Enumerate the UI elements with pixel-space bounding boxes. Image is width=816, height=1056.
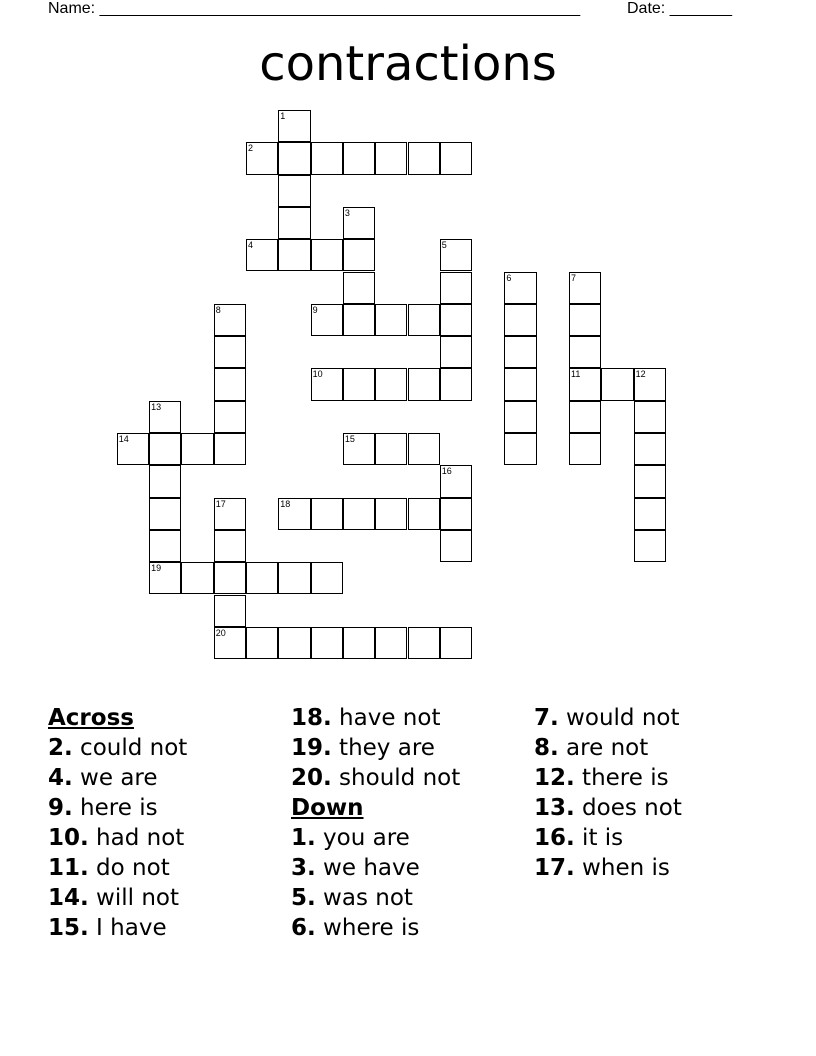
clue-number: 7 [571, 272, 577, 283]
grid-cell[interactable] [440, 272, 472, 304]
grid-cell-7[interactable] [569, 272, 601, 304]
grid-cell[interactable] [408, 627, 440, 659]
clue-number: 6 [506, 272, 512, 283]
clue-number: 3 [344, 207, 350, 218]
clue-item-text: there is [574, 765, 669, 791]
clue-item [48, 823, 288, 853]
grid-cell[interactable] [214, 433, 246, 465]
grid-cell[interactable] [278, 627, 310, 659]
grid-cell-17[interactable] [214, 498, 246, 530]
grid-cell[interactable] [408, 433, 440, 465]
grid-cell-3[interactable] [343, 207, 375, 239]
grid-cell-13[interactable] [149, 401, 181, 433]
grid-cell[interactable] [375, 142, 407, 174]
clue-item [48, 733, 288, 763]
grid-cell[interactable] [246, 627, 278, 659]
clue-item [534, 823, 774, 853]
clue-item-text: are not [558, 735, 649, 761]
grid-cell-11[interactable] [569, 368, 601, 400]
grid-cell[interactable] [408, 498, 440, 530]
clue-number: 14 [118, 434, 129, 444]
grid-cell[interactable] [440, 627, 472, 659]
grid-cell[interactable] [375, 433, 407, 465]
grid-cell-5[interactable] [440, 239, 472, 271]
clue-column-1 [48, 703, 288, 943]
grid-cell-4[interactable] [246, 239, 278, 271]
grid-cell[interactable] [343, 272, 375, 304]
grid-cell[interactable] [569, 401, 601, 433]
grid-cell[interactable] [440, 142, 472, 174]
clue-item-text: it is [574, 825, 624, 851]
grid-cell[interactable] [214, 401, 246, 433]
grid-cell[interactable] [440, 498, 472, 530]
clue-item [291, 913, 531, 943]
clue-item-text: you are [315, 825, 410, 851]
clue-item-number: 16. [534, 825, 575, 851]
clue-number: 11 [571, 369, 581, 380]
clue-item-text: would not [558, 705, 680, 731]
grid-cell[interactable] [504, 304, 536, 336]
clue-number: 13 [151, 401, 162, 412]
grid-cell[interactable] [311, 627, 343, 659]
clue-item-number: 11. [48, 855, 89, 881]
grid-cell[interactable] [408, 368, 440, 400]
grid-cell-8[interactable] [214, 304, 246, 336]
grid-cell[interactable] [375, 304, 407, 336]
grid-cell[interactable] [343, 627, 375, 659]
grid-cell-9[interactable] [311, 304, 343, 336]
clue-item-text: they are [331, 735, 435, 761]
clue-item-number: 20. [291, 765, 332, 791]
grid-cell[interactable] [440, 368, 472, 400]
clue-item-number: 7. [534, 705, 559, 731]
grid-cell-14[interactable] [117, 433, 149, 465]
clue-item-number: 15. [48, 915, 89, 941]
clue-item-number: 6. [291, 915, 316, 941]
clue-item-number: 13. [534, 795, 575, 821]
grid-cell[interactable] [311, 562, 343, 594]
grid-cell[interactable] [343, 498, 375, 530]
grid-cell[interactable] [504, 336, 536, 368]
grid-cell[interactable] [278, 239, 310, 271]
clue-item-text: will not [88, 885, 180, 911]
grid-cell[interactable] [634, 401, 666, 433]
clue-number: 20 [215, 627, 226, 638]
clue-number: 2 [248, 143, 254, 154]
grid-cell[interactable] [149, 530, 181, 562]
across-heading: Across [48, 705, 134, 731]
page-title: contractions [259, 36, 557, 92]
grid-cell[interactable] [149, 465, 181, 497]
clue-item-text: was not [315, 885, 413, 911]
clue-number: 10 [312, 369, 323, 380]
clue-item-number: 8. [534, 735, 559, 761]
clue-number: 15 [344, 434, 355, 444]
grid-cell-19[interactable] [149, 562, 181, 594]
clue-item-text: have not [331, 705, 441, 731]
grid-cell[interactable] [311, 239, 343, 271]
clue-item-number: 4. [48, 765, 73, 791]
clue-number: 16 [441, 466, 452, 477]
grid-cell[interactable] [343, 239, 375, 271]
grid-cell[interactable] [440, 336, 472, 368]
clue-item [291, 733, 531, 763]
clue-item-number: 5. [291, 885, 316, 911]
clue-item-text: could not [72, 735, 188, 761]
clue-item-text: I have [88, 915, 167, 941]
grid-cell-1[interactable] [278, 110, 310, 142]
clue-item [291, 823, 531, 853]
grid-cell-15[interactable] [343, 433, 375, 465]
grid-cell[interactable] [440, 304, 472, 336]
clue-number: 17 [215, 498, 226, 509]
grid-cell[interactable] [569, 433, 601, 465]
grid-cell[interactable] [569, 304, 601, 336]
clue-number: 12 [635, 369, 646, 380]
clue-item [291, 703, 531, 733]
date-field-label: Date: _______ [627, 0, 732, 17]
clue-item [534, 793, 774, 823]
grid-cell[interactable] [278, 142, 310, 174]
grid-cell-2[interactable] [246, 142, 278, 174]
clue-column-3 [534, 703, 774, 883]
name-field-label: Name: ______________________________________________________ [48, 0, 581, 17]
grid-cell[interactable] [181, 433, 213, 465]
grid-cell[interactable] [634, 498, 666, 530]
clue-number: 5 [441, 240, 447, 251]
clue-number: 9 [312, 304, 318, 315]
clue-item-number: 19. [291, 735, 332, 761]
grid-cell[interactable] [311, 498, 343, 530]
clue-item-text: should not [331, 765, 461, 791]
clue-item [534, 703, 774, 733]
clue-item [534, 733, 774, 763]
clue-item [291, 883, 531, 913]
grid-cell[interactable] [408, 304, 440, 336]
clue-item-text: we have [315, 855, 420, 881]
clue-item-number: 9. [48, 795, 73, 821]
clue-item [534, 763, 774, 793]
grid-cell[interactable] [311, 142, 343, 174]
grid-cell[interactable] [440, 530, 472, 562]
clue-item-text: do not [88, 855, 170, 881]
grid-cell[interactable] [504, 401, 536, 433]
clue-item [48, 763, 288, 793]
grid-cell[interactable] [343, 304, 375, 336]
grid-cell-10[interactable] [311, 368, 343, 400]
clue-item-number: 2. [48, 735, 73, 761]
grid-cell[interactable] [214, 336, 246, 368]
grid-cell[interactable] [214, 595, 246, 627]
clue-item-text: does not [574, 795, 682, 821]
grid-cell[interactable] [343, 142, 375, 174]
clue-item-text: we are [72, 765, 158, 791]
grid-cell[interactable] [634, 530, 666, 562]
clue-item-text: had not [88, 825, 185, 851]
grid-cell[interactable] [278, 562, 310, 594]
clue-column-2 [291, 703, 531, 943]
grid-cell[interactable] [569, 336, 601, 368]
clue-item [48, 793, 288, 823]
clue-item [48, 913, 288, 943]
grid-cell[interactable] [375, 368, 407, 400]
grid-cell[interactable] [181, 562, 213, 594]
clue-item-text: where is [315, 915, 420, 941]
grid-cell[interactable] [504, 368, 536, 400]
grid-cell[interactable] [408, 142, 440, 174]
clue-item [48, 853, 288, 883]
grid-cell[interactable] [278, 175, 310, 207]
grid-cell[interactable] [214, 530, 246, 562]
grid-cell[interactable] [601, 368, 633, 400]
clue-item [48, 883, 288, 913]
down-heading: Down [291, 795, 364, 821]
grid-cell[interactable] [504, 433, 536, 465]
grid-cell[interactable] [149, 433, 181, 465]
grid-cell-16[interactable] [440, 465, 472, 497]
grid-cell-18[interactable] [278, 498, 310, 530]
clue-item-number: 1. [291, 825, 316, 851]
clue-item [534, 853, 774, 883]
clue-item-text: when is [574, 855, 670, 881]
grid-cell-20[interactable] [214, 627, 246, 659]
clue-item-number: 14. [48, 885, 89, 911]
clue-number: 19 [151, 563, 162, 574]
clue-item-number: 18. [291, 705, 332, 731]
grid-cell[interactable] [246, 562, 278, 594]
grid-cell[interactable] [375, 627, 407, 659]
clue-item [291, 763, 531, 793]
clue-number: 1 [280, 111, 286, 121]
grid-cell-12[interactable] [634, 368, 666, 400]
grid-cell[interactable] [149, 498, 181, 530]
grid-cell[interactable] [214, 368, 246, 400]
grid-cell[interactable] [375, 498, 407, 530]
grid-cell[interactable] [278, 207, 310, 239]
clue-item [291, 853, 531, 883]
grid-cell[interactable] [634, 465, 666, 497]
clue-number: 8 [215, 304, 221, 315]
clue-number: 18 [280, 498, 291, 509]
clue-item-number: 10. [48, 825, 89, 851]
clue-item-number: 3. [291, 855, 316, 881]
clue-item-number: 17. [534, 855, 575, 881]
grid-cell[interactable] [343, 368, 375, 400]
grid-cell-6[interactable] [504, 272, 536, 304]
clue-item-text: here is [72, 795, 158, 821]
grid-cell[interactable] [634, 433, 666, 465]
grid-cell[interactable] [214, 562, 246, 594]
clue-item-number: 12. [534, 765, 575, 791]
clue-number: 4 [248, 240, 254, 251]
